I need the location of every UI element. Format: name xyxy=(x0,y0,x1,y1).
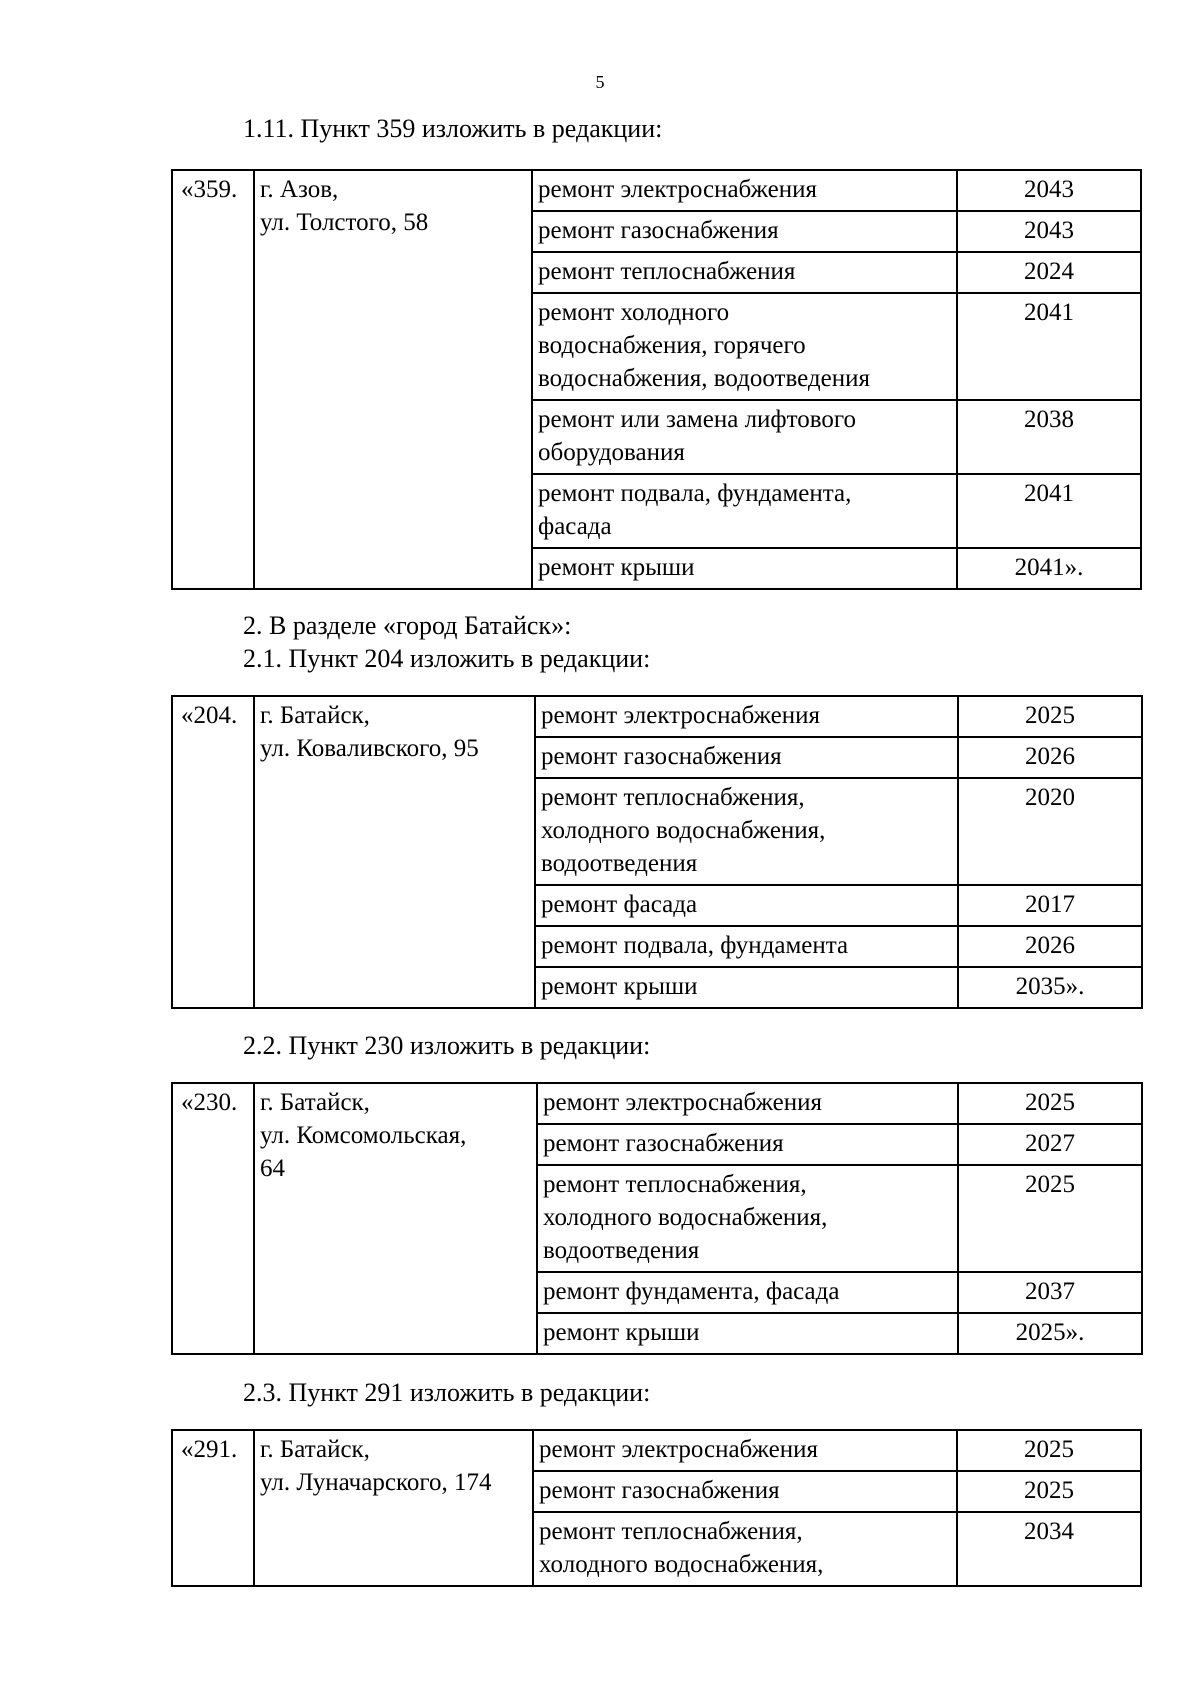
year-cell: 2027 xyxy=(958,1124,1142,1165)
amendment-table-359 xyxy=(171,169,1142,590)
work-type-cell xyxy=(532,293,957,400)
work-type-line: водоотведения xyxy=(543,1237,700,1264)
year-cell: 2041 xyxy=(957,293,1141,400)
year-cell: 2025 xyxy=(958,1165,1142,1272)
work-type-cell xyxy=(535,967,958,1008)
work-type-cell xyxy=(532,170,957,211)
year-cell: 2025 xyxy=(958,1083,1142,1124)
work-type-line: ремонт теплоснабжения, xyxy=(539,1518,803,1545)
work-type-line: ремонт теплоснабжения xyxy=(538,258,796,285)
work-type-line: ремонт электроснабжения xyxy=(539,1436,818,1463)
address-line: 64 xyxy=(260,1155,285,1182)
address-cell xyxy=(254,696,535,1008)
work-type-line: ремонт подвала, фундамента xyxy=(541,932,849,959)
section-2-3-heading: 2.3. Пункт 291 изложить в редакции: xyxy=(243,1378,651,1407)
address-line: ул. Комсомольская, xyxy=(260,1122,467,1149)
amendment-table-204 xyxy=(171,695,1143,1009)
work-type-line: ремонт газоснабжения xyxy=(538,217,779,244)
address-cell xyxy=(254,1083,537,1354)
year-cell: 2025». xyxy=(958,1313,1142,1354)
work-type-line: холодного водоснабжения, xyxy=(541,817,826,844)
work-type-cell xyxy=(535,696,958,737)
work-type-cell xyxy=(535,926,958,967)
item-number: «230. xyxy=(172,1083,254,1354)
work-type-cell xyxy=(537,1165,958,1272)
work-type-line: фасада xyxy=(538,513,612,540)
work-type-line: ремонт холодного xyxy=(538,299,730,326)
section-2-2-heading: 2.2. Пункт 230 изложить в редакции: xyxy=(243,1031,651,1060)
work-type-line: ремонт газоснабжения xyxy=(541,743,782,770)
year-cell: 2025 xyxy=(958,696,1142,737)
amendment-table-291 xyxy=(171,1429,1142,1587)
section-1-11-heading: 1.11. Пункт 359 изложить в редакции: xyxy=(243,114,663,143)
year-cell: 2035». xyxy=(958,967,1142,1008)
work-type-line: ремонт электроснабжения xyxy=(541,702,820,729)
work-type-line: водоснабжения, горячего xyxy=(538,332,806,359)
address-line: г. Азов, xyxy=(260,176,339,203)
work-type-cell xyxy=(533,1471,957,1512)
work-type-cell xyxy=(532,400,957,474)
work-type-cell xyxy=(537,1272,958,1313)
year-cell: 2026 xyxy=(958,926,1142,967)
work-type-line: водоснабжения, водоотведения xyxy=(538,365,870,392)
work-type-line: ремонт фасада xyxy=(541,891,698,918)
work-type-cell xyxy=(537,1313,958,1354)
address-line: ул. Луначарского, 174 xyxy=(260,1469,492,1496)
year-cell: 2041 xyxy=(957,474,1141,548)
amendment-table-230 xyxy=(171,1082,1143,1355)
address-line: г. Батайск, xyxy=(260,1089,370,1116)
work-type-line: ремонт фундамента, фасада xyxy=(543,1278,840,1305)
work-type-cell xyxy=(533,1512,957,1586)
year-cell: 2043 xyxy=(957,211,1141,252)
table-row xyxy=(172,696,1142,737)
year-cell: 2034 xyxy=(957,1512,1141,1586)
work-type-line: ремонт теплоснабжения, xyxy=(541,784,805,811)
year-cell: 2041». xyxy=(957,548,1141,589)
work-type-line: ремонт крыши xyxy=(541,973,698,1000)
work-type-line: ремонт газоснабжения xyxy=(543,1130,784,1157)
address-cell xyxy=(254,1430,533,1586)
work-type-line: холодного водоснабжения, xyxy=(543,1204,828,1231)
section-2-heading: 2. В разделе «город Батайск»: xyxy=(243,611,572,640)
address-cell xyxy=(254,170,532,589)
work-type-line: ремонт электроснабжения xyxy=(538,176,817,203)
item-number: «291. xyxy=(172,1430,254,1586)
year-cell: 2037 xyxy=(958,1272,1142,1313)
year-cell: 2024 xyxy=(957,252,1141,293)
year-cell: 2043 xyxy=(957,170,1141,211)
work-type-line: ремонт или замена лифтового xyxy=(538,406,856,433)
year-cell: 2017 xyxy=(958,885,1142,926)
work-type-cell xyxy=(532,548,957,589)
work-type-cell xyxy=(532,211,957,252)
address-line: ул. Коваливского, 95 xyxy=(260,735,479,762)
work-type-line: водоотведения xyxy=(541,850,698,877)
work-type-cell xyxy=(537,1124,958,1165)
work-type-line: ремонт крыши xyxy=(538,554,695,581)
work-type-cell xyxy=(535,885,958,926)
table-row xyxy=(172,1430,1141,1471)
work-type-cell xyxy=(533,1430,957,1471)
table-row xyxy=(172,170,1141,211)
work-type-line: ремонт электроснабжения xyxy=(543,1089,822,1116)
item-number: «359. xyxy=(172,170,254,589)
work-type-cell xyxy=(537,1083,958,1124)
work-type-line: ремонт газоснабжения xyxy=(539,1477,780,1504)
section-2-1-heading: 2.1. Пункт 204 изложить в редакции: xyxy=(243,644,651,673)
work-type-line: ремонт подвала, фундамента, xyxy=(538,480,852,507)
address-line: г. Батайск, xyxy=(260,1436,370,1463)
page-number: 5 xyxy=(595,72,605,92)
work-type-cell xyxy=(532,474,957,548)
year-cell: 2025 xyxy=(957,1471,1141,1512)
work-type-line: оборудования xyxy=(538,439,685,466)
work-type-cell xyxy=(535,737,958,778)
work-type-cell xyxy=(535,778,958,885)
work-type-line: ремонт крыши xyxy=(543,1319,700,1346)
address-line: г. Батайск, xyxy=(260,702,370,729)
table-row xyxy=(172,1083,1142,1124)
year-cell: 2025 xyxy=(957,1430,1141,1471)
address-line: ул. Толстого, 58 xyxy=(260,209,429,236)
item-number: «204. xyxy=(172,696,254,1008)
year-cell: 2020 xyxy=(958,778,1142,885)
year-cell: 2026 xyxy=(958,737,1142,778)
work-type-line: холодного водоснабжения, xyxy=(539,1551,824,1578)
year-cell: 2038 xyxy=(957,400,1141,474)
work-type-line: ремонт теплоснабжения, xyxy=(543,1171,807,1198)
work-type-cell xyxy=(532,252,957,293)
